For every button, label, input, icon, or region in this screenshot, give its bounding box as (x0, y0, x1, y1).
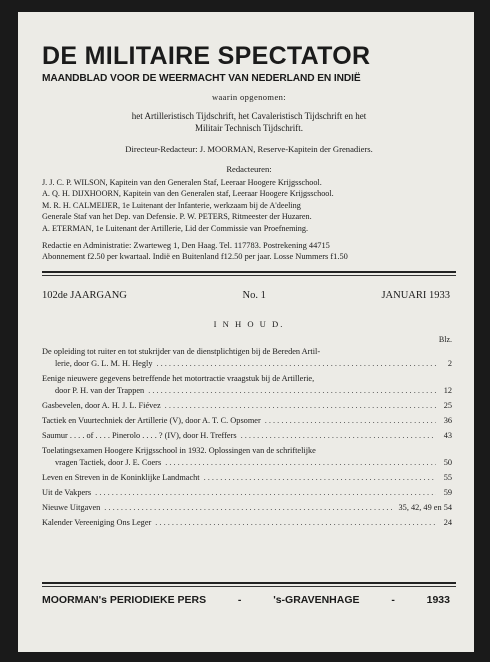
editor-line: A. ETERMAN, 1e Luitenant der Artillerie, Lid der Commissie van Proefneming. (42, 223, 309, 233)
subscription-prices: Abonnement f2.50 per kwartaal. Indië en Buitenland f12.50 per jaar. Losse Nummers f1.50 (42, 252, 348, 262)
toc-entry-title: Nieuwe Uitgaven (42, 502, 101, 512)
leader-dots (148, 385, 436, 397)
toc-entry (42, 517, 456, 529)
page-column-label: Blz. (438, 334, 452, 344)
separator: - (391, 594, 395, 606)
publisher-name: MOORMAN's PERIODIEKE PERS (42, 594, 207, 606)
toc-entry-page: 43 (443, 430, 452, 440)
toc-entry (42, 472, 456, 484)
separator: - (237, 594, 242, 606)
toc-entry-page: 35, 42, 49 en 54 (398, 502, 452, 512)
incorporated-line-1: het Artilleristisch Tijdschrift, het Cavaleristisch Tijdschrift en het (131, 111, 367, 121)
divider (42, 582, 456, 584)
administration-info (42, 240, 456, 263)
leader-dots (156, 358, 436, 370)
journal-title: DE MILITAIRE SPECTATOR (42, 42, 371, 70)
leader-dots (265, 415, 436, 427)
toc-entry-page: 55 (443, 472, 452, 482)
toc-entry-page: 25 (443, 400, 452, 410)
toc-entry-page: 36 (443, 415, 452, 425)
incorporated-journals (42, 110, 456, 134)
toc-entry-title: Saumur . . . . of . . . . Pinerolo . . . . ? (IV), door H. Treffers (42, 430, 237, 440)
leader-dots (95, 487, 436, 499)
toc-entry-title: Tactiek en Vuurtechniek der Artillerie (V), door A. T. C. Opsomer (42, 415, 261, 425)
contents-heading: I N H O U D. (213, 318, 285, 329)
editor-line: J. J. C. P. WILSON, Kapitein van den Generalen Staf, Leeraar Hoogere Krijgsschool. (42, 178, 322, 187)
toc-entry-title-cont: lerie, door G. L. M. H. Hegly (55, 358, 153, 368)
leader-dots (165, 400, 436, 412)
director-editor: Directeur-Redacteur: J. MOORMAN, Reserve-Kapitein der Grenadiers. (125, 144, 373, 154)
issue-info (42, 290, 456, 301)
volume-label: 102de JAARGANG (42, 289, 127, 301)
journal-subtitle: MAANDBLAD VOOR DE WEERMACHT VAN NEDERLAND EN INDIË (42, 73, 361, 84)
leader-dots (241, 430, 436, 442)
incorporated-line-2: Militair Technisch Tijdschrift. (195, 123, 303, 133)
toc-entry-title: Leven en Streven in de Koninklijke Landmacht (42, 472, 200, 482)
table-of-contents (42, 346, 456, 529)
publisher-city: 's-GRAVENHAGE (273, 594, 360, 606)
toc-entry-title-cont: door P. H. van der Trappen (55, 385, 145, 395)
issue-date: JANUARI 1933 (381, 289, 450, 301)
toc-entry-title: Kalender Vereeniging Ons Leger (42, 517, 152, 527)
publisher-footer (42, 582, 456, 606)
publisher-line (42, 594, 456, 606)
toc-entry-title-cont: vragen Tactiek, door J. E. Coers (55, 457, 162, 467)
toc-entry (42, 415, 456, 427)
toc-entry-title: De opleiding tot ruiter en tot stukrijder van de dienstplichtigen bij de Bereden Artil- (42, 346, 321, 356)
leader-dots (165, 457, 436, 469)
divider (42, 586, 456, 587)
toc-entry-title: Toelatingsexamen Hoogere Krijgsschool in 1932. Oplossingen van de schriftelijke (42, 445, 316, 455)
toc-entry-page: 12 (443, 385, 452, 395)
toc-entry (42, 430, 456, 442)
editor-line: A. Q. H. DIJXHOORN, Kapitein van den Generalen staf, Leeraar Hoogere Krijgsschool. (42, 189, 334, 199)
toc-entry-title: Uit de Vakpers (42, 487, 92, 497)
journal-cover-page (18, 12, 474, 652)
toc-entry (42, 373, 456, 397)
toc-entry-page: 2 (447, 358, 452, 368)
toc-entry-page: 59 (443, 487, 452, 497)
toc-entry-title: Eenige nieuwere gegevens betreffende het motortractie vraagstuk bij de Artillerie, (42, 373, 315, 383)
toc-entry (42, 400, 456, 412)
issue-number: No. 1 (242, 289, 266, 301)
admin-address: Redactie en Administratie: Zwarteweg 1, Den Haag. Tel. 117783. Postrekening 44715 (42, 241, 330, 251)
leader-dots (104, 502, 394, 514)
editor-line: M. R. H. CALMEIJER, 1e Luitenant der Infanterie, werkzaam bij de A'deeling (42, 200, 301, 210)
divider (42, 271, 456, 273)
toc-entry (42, 487, 456, 499)
toc-entry (42, 346, 456, 370)
editor-line: Generale Staf van het Dep. van Defensie. P. W. PETERS, Ritmeester der Huzaren. (42, 212, 312, 222)
toc-entry-page: 24 (443, 517, 452, 527)
editors-heading: Redacteuren: (226, 164, 272, 174)
toc-entry-page: 50 (443, 457, 452, 467)
leader-dots (204, 472, 436, 484)
editors-list (42, 177, 456, 234)
incorporated-label: waarin opgenomen: (211, 92, 287, 102)
toc-entry (42, 502, 456, 514)
publication-year: 1933 (426, 594, 450, 606)
toc-entry (42, 445, 456, 469)
toc-entry-title: Gasbevelen, door A. H. J. L. Fiévez (42, 400, 161, 410)
divider (42, 275, 456, 276)
leader-dots (155, 517, 436, 529)
